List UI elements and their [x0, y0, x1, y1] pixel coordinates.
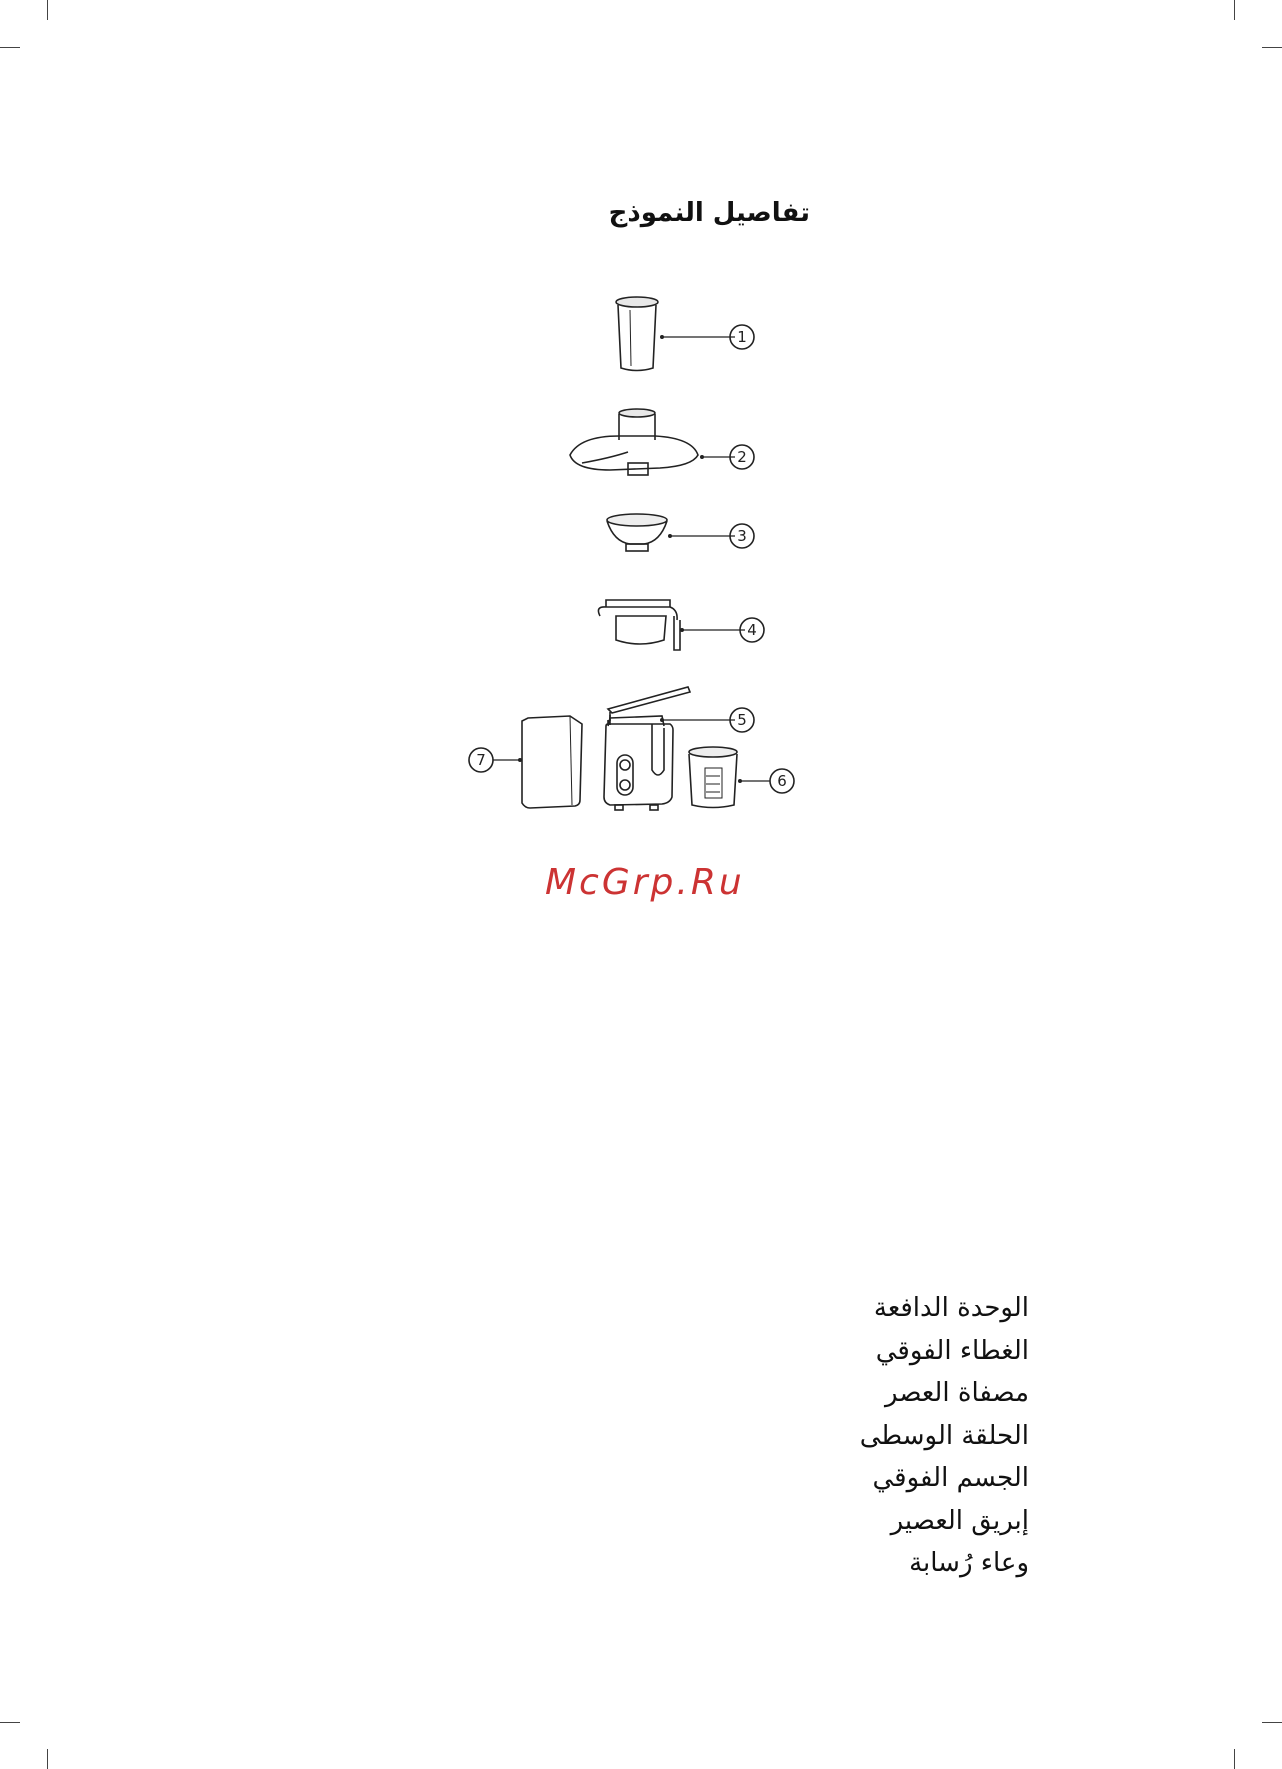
callout-6: 6 — [777, 772, 787, 790]
pusher-illustration — [616, 297, 658, 371]
crop-mark-top-right-h — [1262, 47, 1282, 48]
parts-list-item: وعاء رُسابة — [909, 1548, 1029, 1578]
parts-list-item: الحلقة الوسطى — [859, 1420, 1029, 1451]
crop-mark-bottom-left-v — [47, 1749, 48, 1769]
parts-list-item: الوحدة الدافعة — [873, 1293, 1029, 1323]
watermark: McGrp.Ru — [545, 862, 745, 903]
main-body-illustration — [604, 687, 690, 810]
callout-1: 1 — [737, 328, 747, 346]
parts-list-item: الغطاء الفوقي — [875, 1335, 1029, 1366]
callout-7: 7 — [476, 751, 486, 769]
callout-4: 4 — [747, 621, 757, 639]
callout-2: 2 — [737, 448, 747, 466]
parts-list-item: إبريق العصير — [890, 1505, 1029, 1536]
crop-mark-top-left-v — [47, 0, 48, 20]
middle-ring-illustration — [598, 600, 680, 650]
callout-5: 5 — [737, 711, 747, 729]
crop-mark-bottom-right-v — [1234, 1749, 1235, 1769]
parts-list-item: مصفاة العصر — [884, 1378, 1029, 1408]
crop-mark-top-left-h — [0, 47, 20, 48]
page-title: تفاصيل النموذج — [608, 198, 810, 228]
crop-mark-bottom-right-h — [1262, 1722, 1282, 1723]
top-cover-illustration — [570, 409, 698, 475]
parts-list-item: الجسم الفوقي — [872, 1463, 1029, 1493]
juice-jug-illustration — [689, 747, 737, 808]
crop-mark-top-right-v — [1234, 0, 1235, 20]
filter-basket-illustration — [607, 514, 667, 551]
pulp-container-illustration — [522, 716, 582, 808]
parts-list — [860, 1287, 1029, 1585]
crop-mark-bottom-left-h — [0, 1722, 20, 1723]
juicer-parts-diagram — [430, 280, 860, 820]
callout-3: 3 — [737, 527, 747, 545]
